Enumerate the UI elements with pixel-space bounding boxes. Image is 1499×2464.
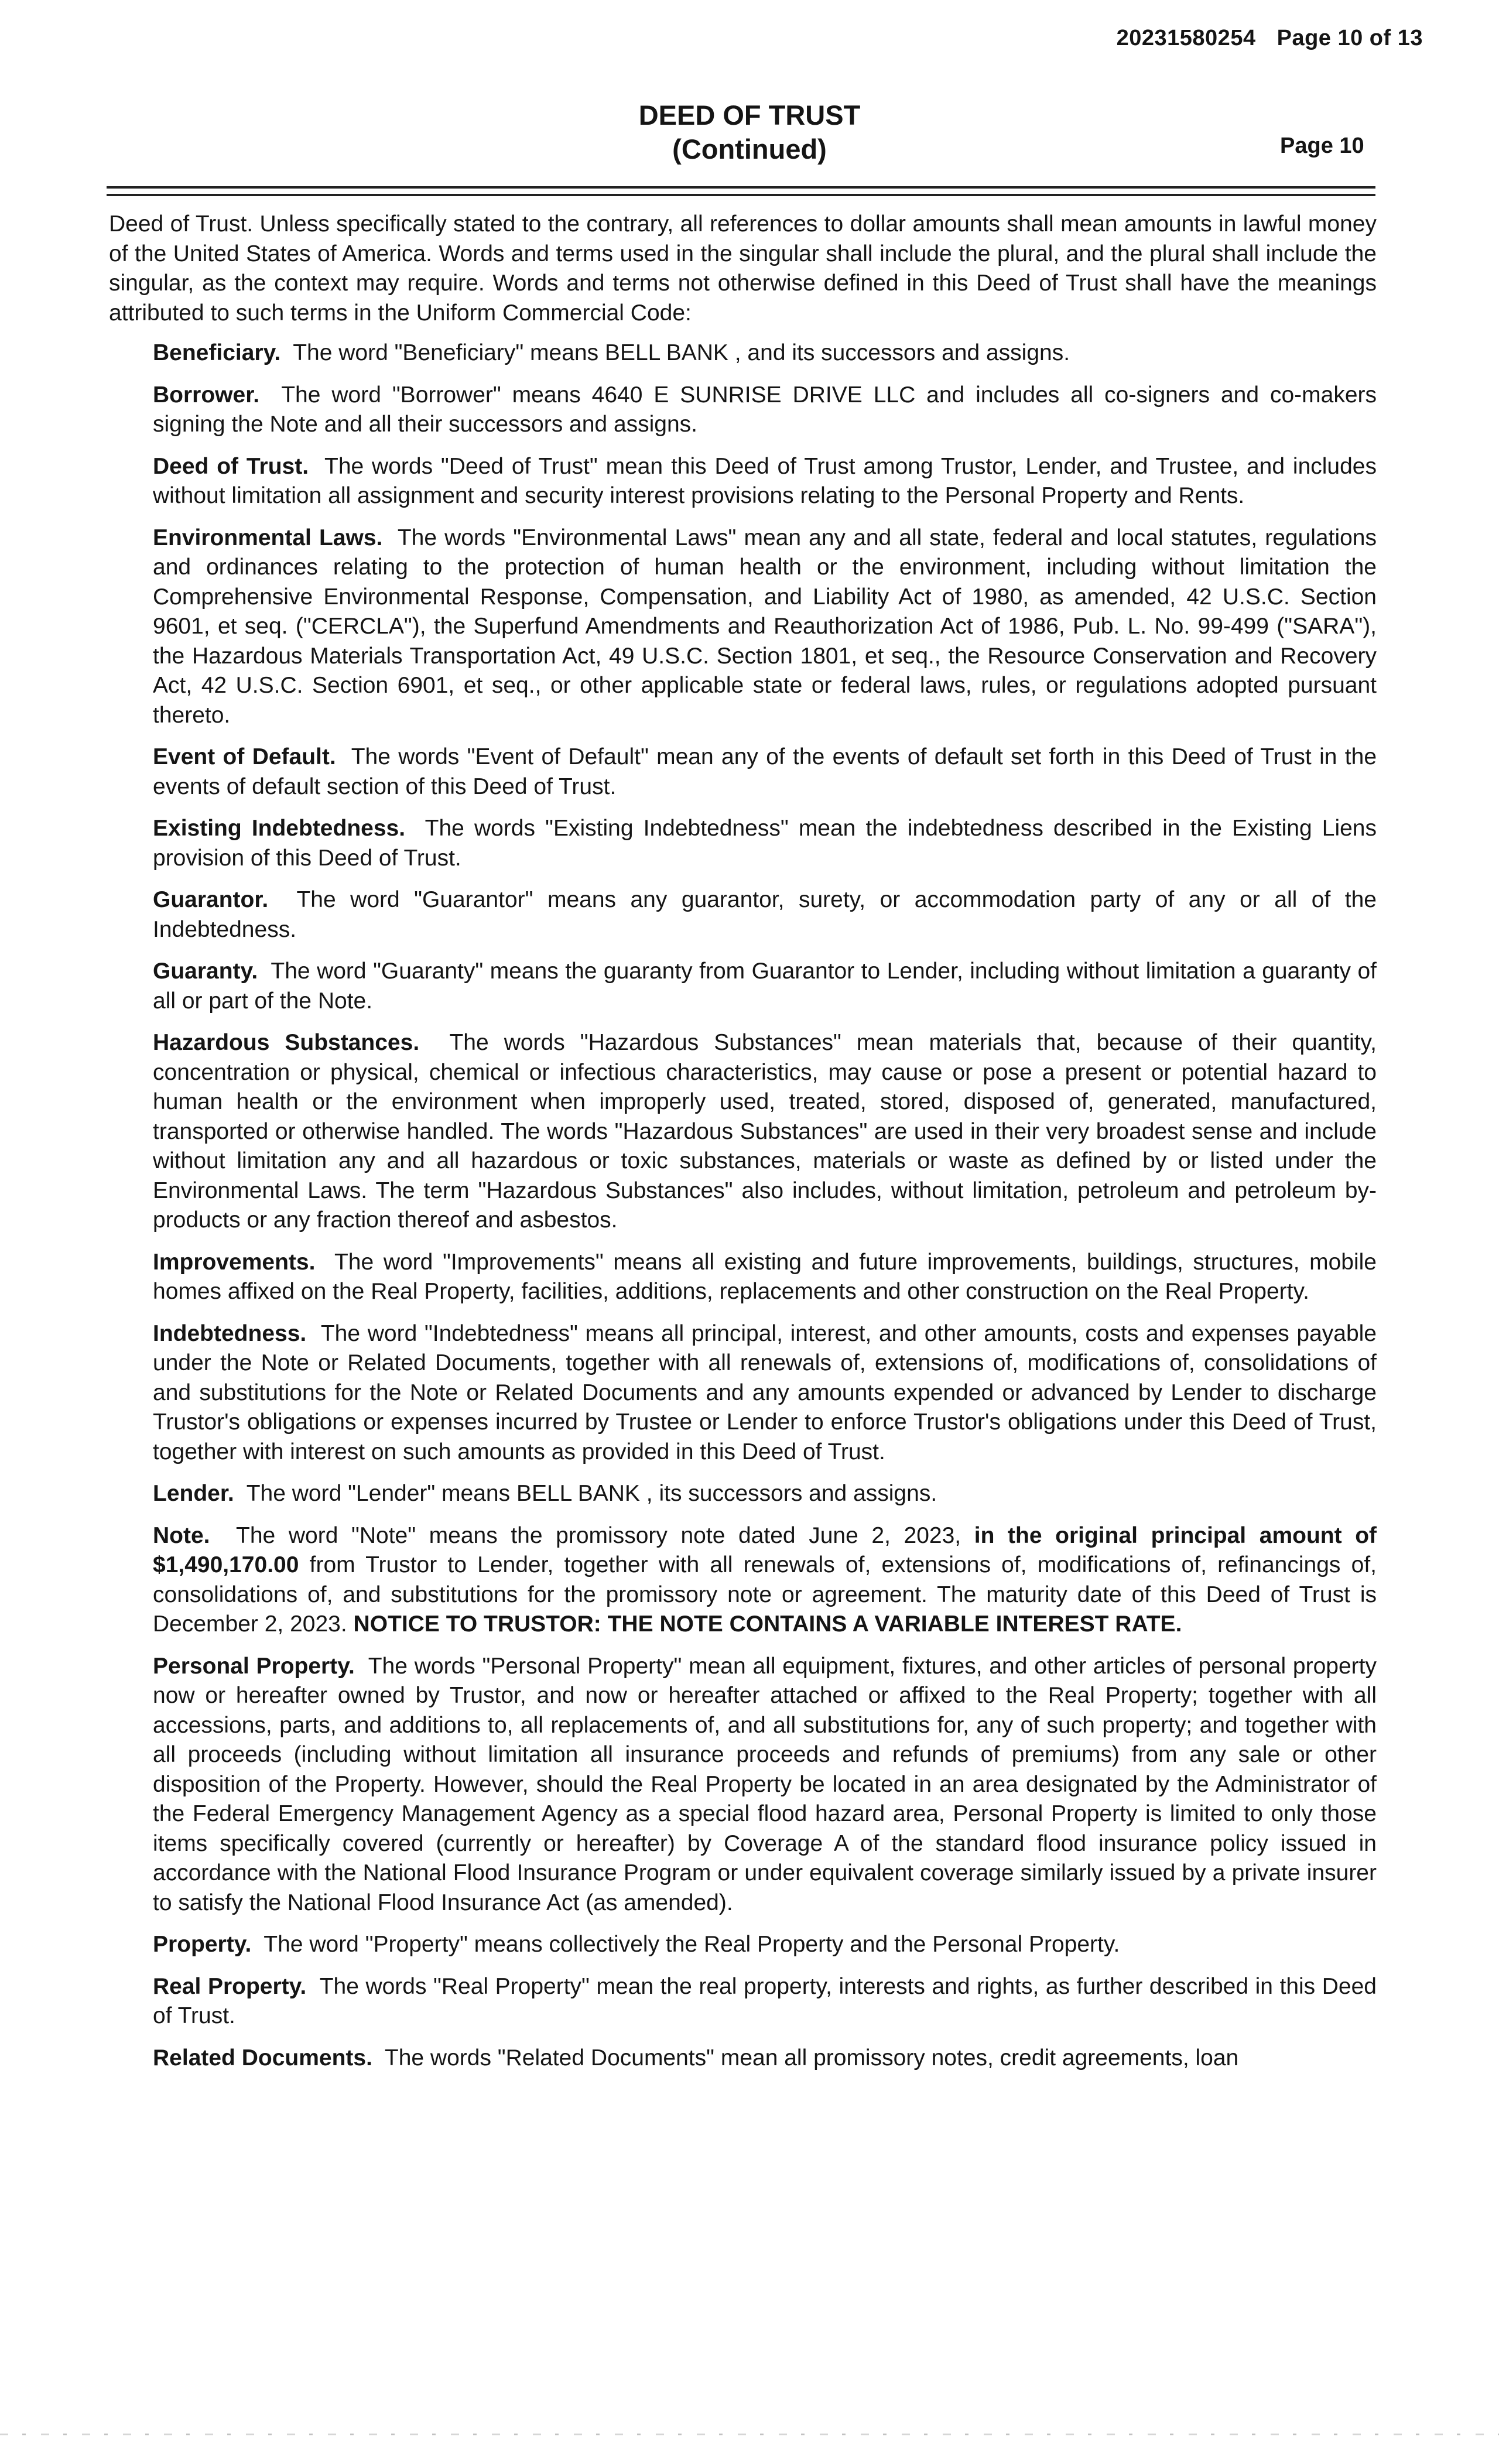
definition-text: The word "Property" means collectively the Real Property and the Personal Property. (263, 1932, 1120, 1957)
definition-term: Hazardous Substances. (153, 1030, 420, 1055)
page-label: Page 10 (1280, 134, 1364, 158)
document-subtitle: (Continued) (672, 134, 827, 165)
variable-rate-notice: NOTICE TO TRUSTOR: THE NOTE CONTAINS A VARIABLE INTEREST RATE. (353, 1611, 1182, 1637)
definition-borrower (153, 381, 1377, 440)
header-rule-top (107, 186, 1375, 189)
definition-text: The words "Personal Property" mean all equipment, fixtures, and other articles of personal property now or hereafter owned by Trustor, and now or hereafter attached or affixed to the Real Property; together with all accessions, parts, and additions to, all replacements of, and all substitutions for, any of such property; and together with all proceeds (including without limitation all insurance proceeds and refunds of premiums) from any sale or other disposition of the Property. However, should the Real Property be located in an area designated by the Administrator of the Federal Emergency Management Agency as a special flood hazard area, Personal Property is limited to only those items specifically covered (currently or hereafter) by Coverage A of the standard flood insurance policy issued in accordance with the National Flood Insurance Program or under equivalent coverage similarly issued by a private insurer to satisfy the National Flood Insurance Act (as amended). (153, 1653, 1377, 1915)
definition-term: Related Documents. (153, 2045, 372, 2071)
principal-amount-text: in the original principal amount of $1,490,170.00 (153, 1522, 1377, 1577)
definition-text: The word "Borrower" means 4640 E SUNRISE DRIVE LLC and includes all co-signers and co-makers signing the Note and all their successors and assigns. (153, 382, 1377, 437)
document-title-block (0, 98, 1499, 166)
definition-related-documents (153, 2044, 1377, 2073)
definition-text: The word "Note" means the promissory note dated June 2, 2023, (236, 1522, 961, 1548)
definition-existing-indebtedness (153, 814, 1377, 873)
definition-term: Note. (153, 1522, 210, 1548)
definition-term: Real Property. (153, 1973, 307, 1999)
definition-text: The word "Guarantor" means any guarantor, surety, or accommodation party of any or all of the Indebtedness. (153, 887, 1377, 942)
definition-text: The word "Guaranty" means the guaranty from Guarantor to Lender, including without limitation a guaranty of all or part of the Note. (153, 959, 1377, 1014)
definition-indebtedness (153, 1319, 1377, 1467)
definition-text: The words "Real Property" mean the real property, interests and rights, as further described in this Deed of Trust. (153, 1973, 1377, 2028)
definition-real-property (153, 1972, 1377, 2031)
definition-guaranty (153, 957, 1377, 1016)
definition-text: The words "Related Documents" mean all promissory notes, credit agreements, loan (384, 2045, 1239, 2071)
definition-beneficiary (153, 338, 1377, 368)
definition-environmental-laws (153, 523, 1377, 731)
definition-note (153, 1521, 1377, 1640)
definition-term: Guaranty. (153, 959, 258, 984)
definition-text: The word "Improvements" means all existing and future improvements, buildings, structures, mobile homes affixed on the Real Property, facilities, additions, replacements and other construction on the Real Property. (153, 1249, 1377, 1304)
definition-term: Improvements. (153, 1249, 316, 1275)
definition-event-of-default (153, 742, 1377, 802)
definition-term: Existing Indebtedness. (153, 816, 406, 841)
definition-term: Borrower. (153, 382, 260, 408)
definition-term: Guarantor. (153, 887, 269, 912)
definition-term: Indebtedness. (153, 1320, 307, 1346)
definition-improvements (153, 1248, 1377, 1307)
definition-text: The words "Environmental Laws" mean any and all state, federal and local statutes, regulations and ordinances relating to the protection of human health or the environment, including without limitation the Comprehensive Environmental Response, Compensation, and Liability Act of 1980, as amended, 42 U.S.C. Section 9601, et seq. ("CERCLA"), the Superfund Amendments and Reauthorization Act of 1986, Pub. L. No. 99-499 ("SARA"), the Hazardous Materials Transportation Act, 49 U.S.C. Section 1801, et seq., the Resource Conservation and Recovery Act, 42 U.S.C. Section 6901, et seq., or other applicable state or federal laws, rules, or regulations adopted pursuant thereto. (153, 525, 1377, 728)
document-title: DEED OF TRUST (638, 100, 861, 131)
definition-deed-of-trust (153, 452, 1377, 511)
intro-paragraph: Deed of Trust. Unless specifically stated to the contrary, all references to dollar amounts shall mean amounts in lawful money of the United States of America. Words and terms used in the singular shall include the plural, and the plural shall include the singular, as the context may require. Words and terms not otherwise defined in this Deed of Trust shall have the meanings attributed to such terms in the Uniform Commercial Code: (109, 211, 1377, 326)
definition-text: The words "Existing Indebtedness" mean the indebtedness described in the Existing Liens provision of this Deed of Trust. (153, 816, 1377, 871)
definition-lender (153, 1479, 1377, 1509)
definition-text: The words "Event of Default" mean any of the events of default set forth in this Deed of Trust in the events of default section of this Deed of Trust. (153, 744, 1377, 799)
definition-term: Environmental Laws. (153, 525, 383, 550)
definition-text: The word "Indebtedness" means all principal, interest, and other amounts, costs and expenses payable under the Note or Related Documents, together with all renewals of, extensions of, modifications of, consolidations of and substitutions for the Note or Related Documents and any amounts expended or advanced by Lender to discharge Trustor's obligations or expenses incurred by Trustee or Lender to enforce Trustor's obligations under this Deed of Trust, together with interest on such amounts as provided in this Deed of Trust. (153, 1320, 1377, 1464)
definition-term: Deed of Trust. (153, 453, 309, 479)
definition-term: Lender. (153, 1481, 234, 1506)
definition-guarantor (153, 885, 1377, 944)
definition-text: from Trustor to Lender, together with all renewals of, extensions of, modifications of, refinancings of, consolidations of, and substitutions for the promissory note or agreement. The maturity date of this Deed of Trust is December 2, 2023. (153, 1552, 1377, 1637)
definition-term: Personal Property. (153, 1653, 355, 1679)
document-body (109, 210, 1377, 2085)
definition-property (153, 1930, 1377, 1960)
definition-hazardous-substances (153, 1028, 1377, 1236)
definition-term: Beneficiary. (153, 340, 281, 365)
header-rule-bottom (107, 194, 1375, 196)
definition-text: The words "Deed of Trust" mean this Deed of Trust among Trustor, Lender, and Trustee, and includes without limitation all assignment and security interest provisions relating to the Personal Property and Rents. (153, 453, 1377, 508)
page-count: Page 10 of 13 (1276, 26, 1423, 50)
definition-term: Event of Default. (153, 744, 336, 769)
definition-text: The words "Hazardous Substances" mean materials that, because of their quantity, concentration or physical, chemical or infectious characteristics, may cause or pose a present or potential hazard to human health or the environment when improperly used, treated, stored, disposed of, generated, manufactured, transported or otherwise handled. The words "Hazardous Substances" are used in their very broadest sense and include without limitation any and all hazardous or toxic substances, materials or waste as defined by or listed under the Environmental Laws. The term "Hazardous Substances" also includes, without limitation, petroleum and petroleum by-products or any fraction thereof and asbestos. (153, 1030, 1377, 1233)
definition-term: Property. (153, 1932, 252, 1957)
scan-artifact-line (0, 2434, 1499, 2435)
definition-text: The word "Beneficiary" means BELL BANK , and its successors and assigns. (293, 340, 1070, 365)
definition-text: The word "Lender" means BELL BANK , its successors and assigns. (246, 1481, 937, 1506)
document-number: 20231580254 (1116, 26, 1256, 50)
definition-personal-property (153, 1652, 1377, 1918)
document-id-header (1117, 26, 1423, 51)
